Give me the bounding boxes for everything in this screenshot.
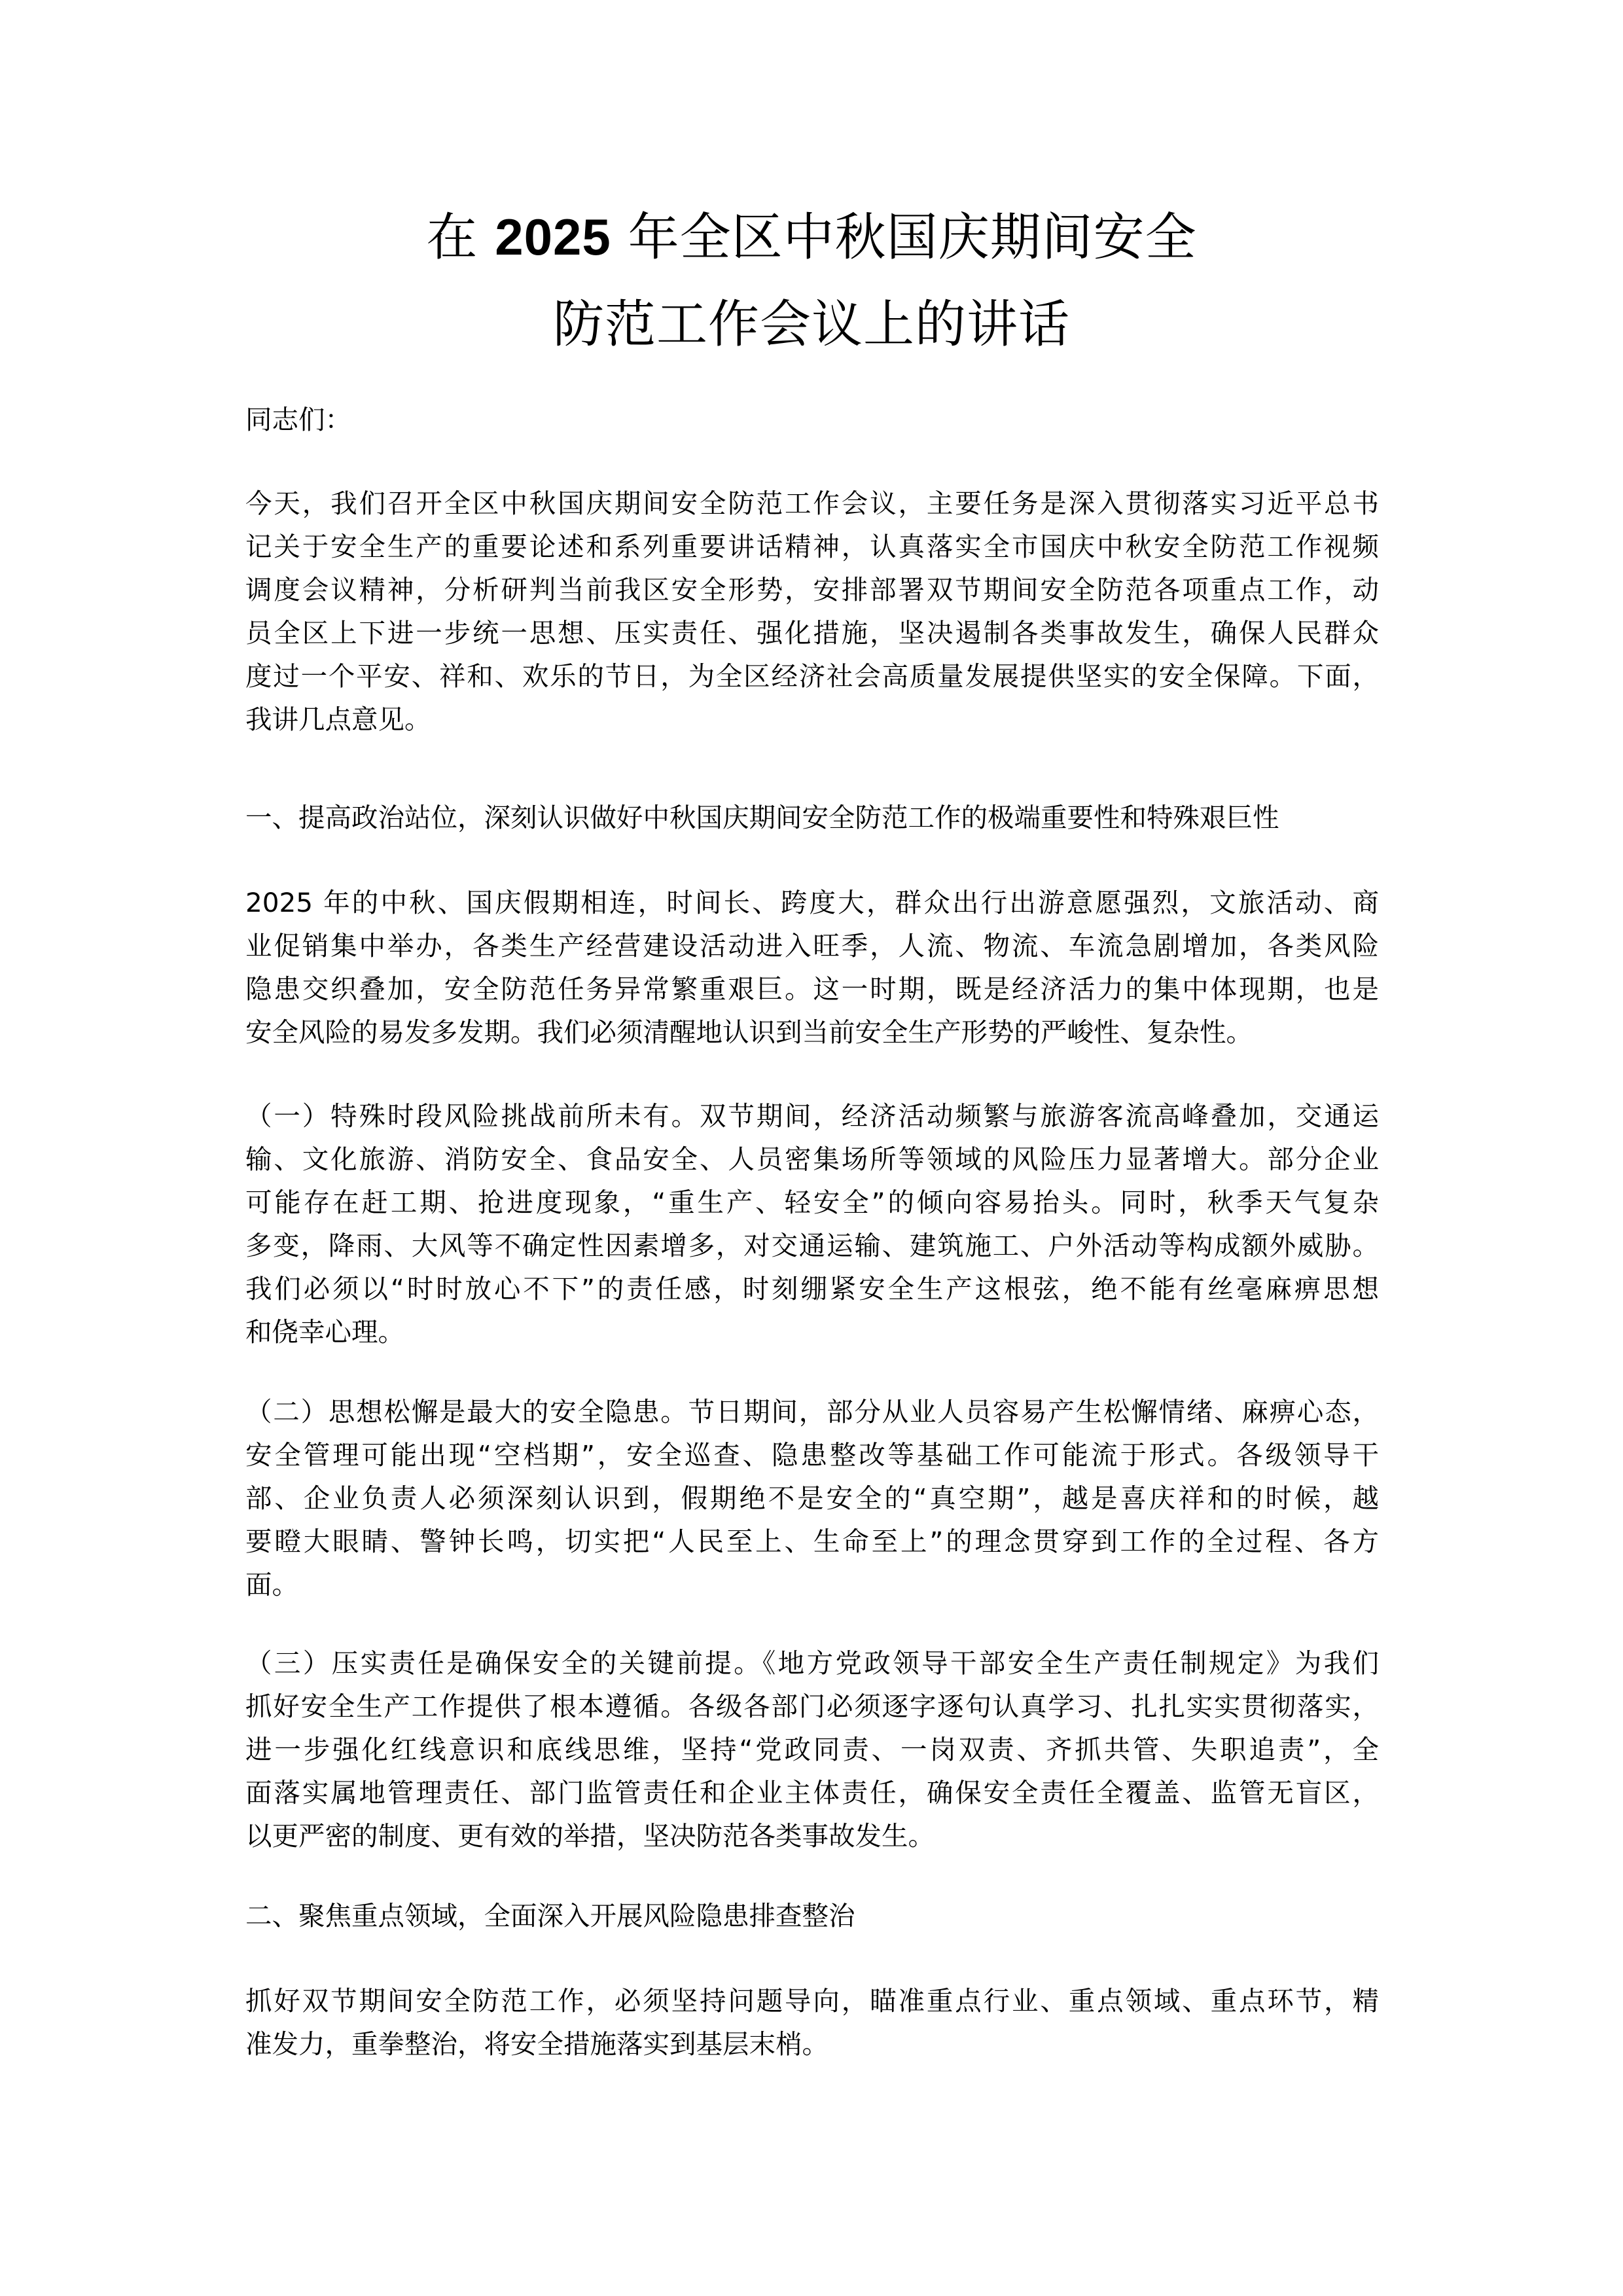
text-line: 面落实属地管理责任、部门监管责任和企业主体责任，确保安全责任全覆盖、监管无盲区， [245,1777,1379,1808]
text-line: 调度会议精神，分析研判当前我区安全形势，安排部署双节期间安全防范各项重点工作，动 [245,574,1379,605]
text-line: 我讲几点意见。 [245,704,431,735]
text-line: 记关于安全生产的重要论述和系列重要讲话精神，认真落实全市国庆中秋安全防范工作视频 [245,531,1379,562]
text-line: 面。 [245,1569,298,1600]
text-line: 抓好双节期间安全防范工作，必须坚持问题导向，瞄准重点行业、重点领域、重点环节，精 [245,1985,1379,2017]
text-line: 多变，降雨、大风等不确定性因素增多，对交通运输、建筑施工、户外活动等构成额外威胁。 [245,1230,1379,1261]
text-line: 部、企业负责人必须深刻认识到，假期绝不是安全的“真空期”，越是喜庆祥和的时候，越 [245,1482,1379,1514]
text-line: （三）压实责任是确保安全的关键前提。《地方党政领导干部安全生产责任制规定》为我们 [245,1647,1379,1679]
text-line: （二）思想松懈是最大的安全隐患。节日期间，部分从业人员容易产生松懈情绪、麻痹心态， [245,1396,1379,1427]
text-line: 要瞪大眼睛、警钟长鸣，切实把“人民至上、生命至上”的理念贯穿到工作的全过程、各方 [245,1526,1379,1557]
heading-text: 二、聚焦重点领域，全面深入开展风险隐患排查整治 [245,1900,855,1931]
text-line: 抓好安全生产工作提供了根本遵循。各级各部门必须逐字逐句认真学习、扎扎实实贯彻落实， [245,1691,1379,1722]
text-line: 员全区上下进一步统一思想、压实责任、强化措施，坚决遏制各类事故发生，确保人民群众 [245,617,1379,649]
text-line: 度过一个平安、祥和、欢乐的节日，为全区经济社会高质量发展提供坚实的安全保障。下面， [245,660,1379,692]
paragraph-intro [245,482,1379,741]
text-line: （一）特殊时段风险挑战前所未有。双节期间，经济活动频繁与旅游客流高峰叠加，交通运 [245,1100,1379,1132]
text-line: 业促销集中举办，各类生产经营建设活动进入旺季，人流、物流、车流急剧增加，各类风险 [245,930,1379,961]
salutation [245,398,1379,441]
text-line: 安全风险的易发多发期。我们必须清醒地认识到当前安全生产形势的严峻性、复杂性。 [245,1016,1253,1048]
text-line: 和侥幸心理。 [245,1316,404,1348]
title-year: 2025 [495,208,611,266]
paragraph-sub-3 [245,1641,1379,1857]
paragraph-sub-1 [245,1094,1379,1354]
heading-text: 一、提高政治站位，深刻认识做好中秋国庆期间安全防范工作的极端重要性和特殊艰巨性 [245,802,1279,833]
text-line: 2025 年的中秋、国庆假期相连，时间长、跨度大，群众出行出游意愿强烈，文旅活动、商 [245,887,1379,918]
salutation-text: 同志们： [245,404,351,435]
section-heading-1 [245,796,1379,839]
text-line: 准发力，重拳整治，将安全措施落实到基层末梢。 [245,2028,829,2060]
text-line: 以更严密的制度、更有效的举措，坚决防范各类事故发生。 [245,1820,935,1852]
section-heading-2 [245,1894,1379,1937]
text-line: 今天，我们召开全区中秋国庆期间安全防范工作会议，主要任务是深入贯彻落实习近平总书 [245,488,1379,519]
text-line: 可能存在赶工期、抢进度现象，“重生产、轻安全”的倾向容易抬头。同时，秋季天气复杂 [245,1187,1379,1218]
paragraph-sub-2 [245,1390,1379,1606]
document-title-line-1 [0,204,1623,270]
document-title-line-2: 防范工作会议上的讲话 [552,295,1070,354]
text-line: 安全管理可能出现“空档期”，安全巡查、隐患整改等基础工作可能流于形式。各级领导干 [245,1439,1379,1471]
text-line: 进一步强化红线意识和底线思维，坚持“党政同责、一岗双责、齐抓共管、失职追责”，全 [245,1734,1379,1765]
text-line: 我们必须以“时时放心不下”的责任感，时刻绷紧安全生产这根弦，绝不能有丝毫麻痹思想 [245,1273,1379,1304]
text-line: 输、文化旅游、消防安全、食品安全、人员密集场所等领域的风险压力显著增大。部分企业 [245,1143,1379,1175]
paragraph-section-2-intro [245,1979,1379,2066]
text-line: 隐患交织叠加，安全防范任务异常繁重艰巨。这一时期，既是经济活力的集中体现期，也是 [245,973,1379,1005]
title-suffix: 年全区中秋国庆期间安全 [628,208,1197,267]
title-prefix: 在 [426,208,478,267]
paragraph-section-1-intro [245,881,1379,1054]
